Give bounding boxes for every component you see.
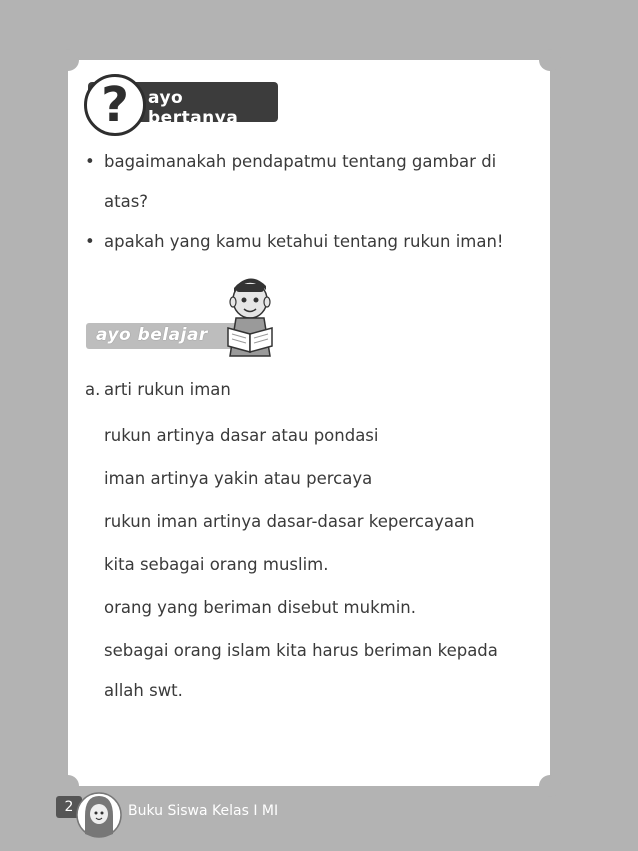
paragraph-line: rukun artinya dasar atau pondasi (104, 426, 379, 445)
paragraph-line: orang yang beriman disebut mukmin. (104, 598, 416, 617)
girl-avatar-icon (76, 790, 122, 840)
paragraph-line: kita sebagai orang muslim. (104, 555, 329, 574)
corner-notch (539, 49, 561, 71)
section-marker: a. (85, 380, 101, 399)
question-item (85, 222, 545, 262)
question-line: atas? (104, 192, 149, 211)
paragraph-line: allah swt. (104, 681, 183, 700)
question-mark-icon: ? (84, 74, 146, 136)
paragraph-line: rukun iman artinya dasar-dasar kepercayaan (104, 512, 475, 531)
ask-header-label: ayo bertanya (148, 88, 239, 128)
corner-notch (57, 49, 79, 71)
paragraph-line: iman artinya yakin atau percaya (104, 469, 373, 488)
question-line: bagaimanakah pendapatmu tentang gambar di (104, 152, 497, 171)
page-number: 2 (56, 796, 82, 818)
book-title: Buku Siswa Kelas I MI (128, 803, 279, 819)
learn-header-label: ayo belajar (96, 325, 208, 345)
bullet-dot: • (85, 232, 95, 251)
question-item (85, 142, 545, 222)
reading-boy-icon (220, 278, 282, 360)
corner-notch (539, 775, 561, 797)
section-title: arti rukun iman (104, 380, 231, 399)
paragraph-line: sebagai orang islam kita harus beriman kepada (104, 641, 498, 660)
question-line: apakah yang kamu ketahui tentang rukun iman! (104, 232, 504, 251)
bullet-dot: • (85, 152, 95, 171)
